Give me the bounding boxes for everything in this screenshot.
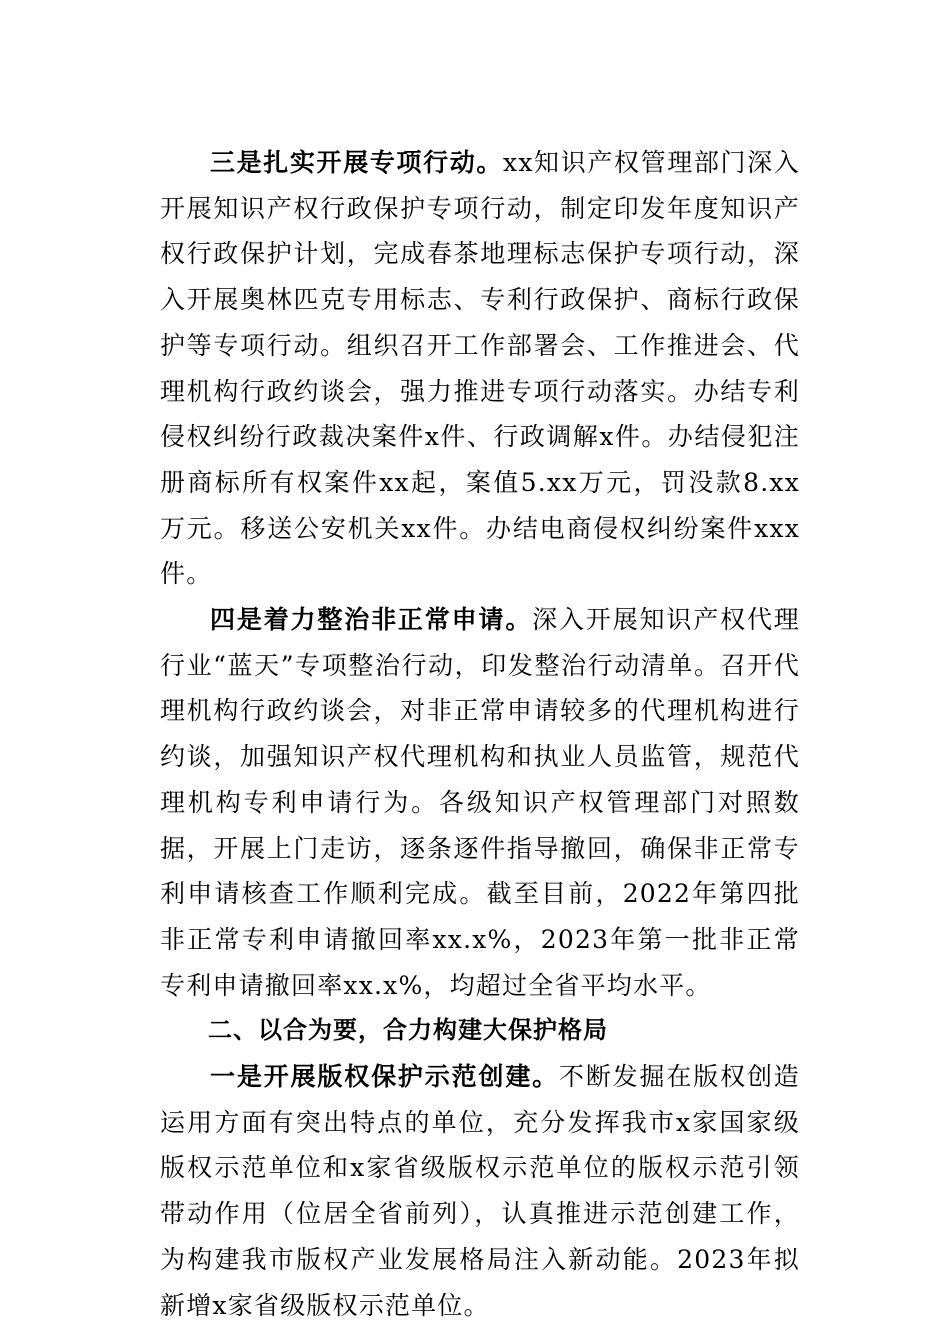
paragraph-body: 不断发掘在版权创造运用方面有突出特点的单位，充分发挥我市x家国家级版权示范单位和x家省级版权示范单位的版权示范引领带动作用（位居全省前列），认真推进示范创建工作，为构建我市版权产业发展格局注入新动能。2023年拟新增x家省级版权示范单位。 — [160, 1062, 800, 1320]
paragraph-body: 深入开展知识产权代理行业“蓝天”专项整治行动，印发整治行动清单。召开代理机构行政约谈会，对非正常申请较多的代理机构进行约谈，加强知识产权代理机构和执业人员监管，规范代理机构专利申请行为。各级知识产权管理部门对照数据，开展上门走访，逐条逐件指导撤回，确保非正常专利申请核查工作顺利完成。截至目前，2022年第四批非正常专利申请撤回率xx.x%，2023年第一批非正常专利申请撤回率xx.x%，均超过全省平均水平。 — [160, 605, 800, 1000]
paragraph-lead: 一是开展版权保护示范创建。 — [210, 1062, 560, 1092]
paragraph-copyright-demo — [160, 1054, 800, 1328]
paragraph-abnormal-applications — [160, 597, 800, 1008]
section-heading: 二、以合为要，合力构建大保护格局 — [208, 1016, 608, 1045]
paragraph-body: xx知识产权管理部门深入开展知识产权行政保护专项行动，制定印发年度知识产权行政保护计划，完成春茶地理标志保护专项行动，深入开展奥林匹克专用标志、专利行政保护、商标行政保护等专项行动。组织召开工作部署会、工作推进会、代理机构行政约谈会，强力推进专项行动落实。办结专利侵权纠纷行政裁决案件x件、行政调解x件。办结侵犯注册商标所有权案件xx起，案值5.xx万元，罚没款8.xx万元。移送公安机关xx件。办结电商侵权纠纷案件xxx件。 — [160, 148, 800, 589]
paragraph-lead: 四是着力整治非正常申请。 — [210, 605, 533, 635]
paragraph-special-action — [160, 140, 800, 597]
document-page — [160, 140, 800, 1328]
paragraph-lead: 三是扎实开展专项行动。 — [210, 148, 504, 177]
